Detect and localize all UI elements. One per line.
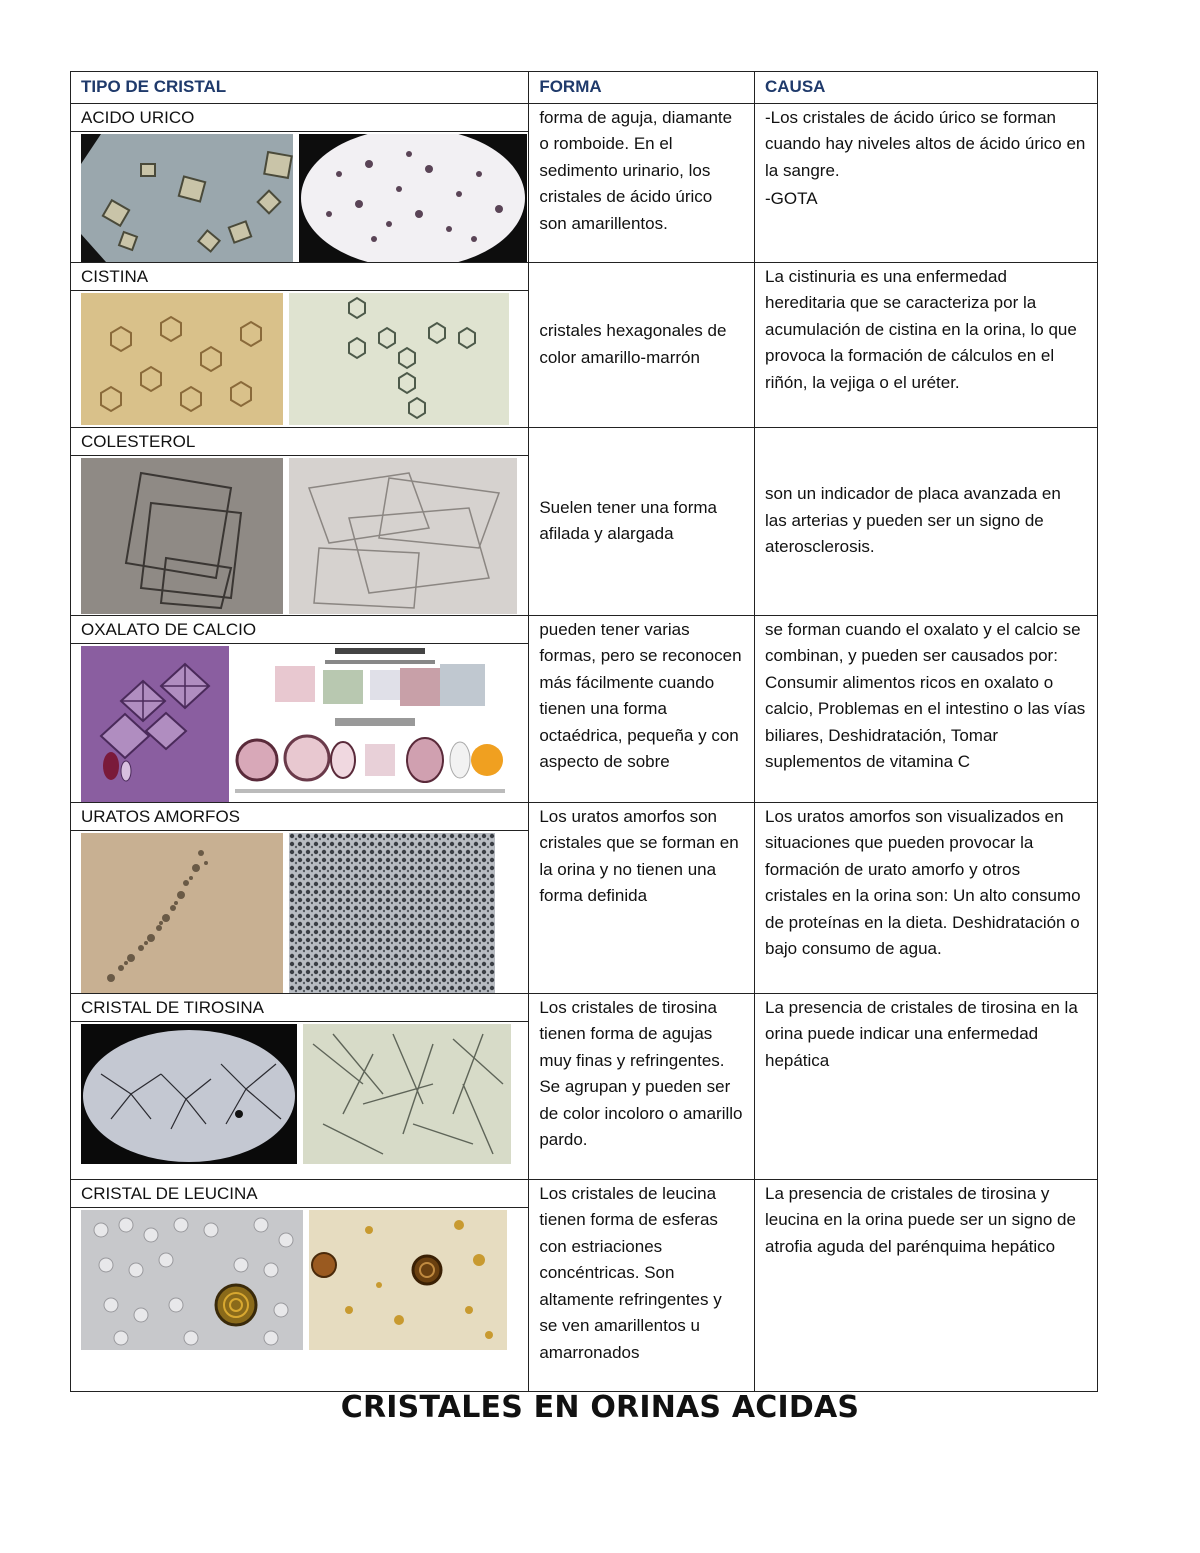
tipo-label: CRISTAL DE TIROSINA [71,994,528,1022]
causa-text: se forman cuando el oxalato y el calcio se combinan, y pueden ser causados por: Consumir alimentos ricos en oxalato o calcio, Problemas en el intestino o las vías biliares, Deshidratación, Tomar suplementos de vitamina C [764,619,1086,771]
amorphous-urate-photo-1 [81,833,283,993]
header-causa: CAUSA [754,72,1097,104]
tipo-cell [71,1179,529,1391]
table-row [71,103,1098,262]
tipo-label: COLESTEROL [71,428,528,456]
forma-cell [529,993,755,1179]
tipo-label: CRISTAL DE LEUCINA [71,1180,528,1208]
causa-cell [754,262,1097,427]
table-row [71,615,1098,802]
tipo-label: OXALATO DE CALCIO [71,616,528,644]
causa-cell [754,615,1097,802]
causa-cell [754,103,1097,262]
table-row [71,427,1098,615]
causa-cell [754,427,1097,615]
forma-cell [529,427,755,615]
causa-text: La presencia de cristales de tirosina y leucina en la orina puede ser un signo de atrofia aguda del parénquima hepático [764,1183,1076,1256]
table-row [71,802,1098,993]
uric-acid-photo-2 [299,134,527,262]
tipo-cell [71,427,529,615]
forma-text: forma de aguja, diamante o romboide. En el sedimento urinario, los cristales de ácido úrico son amarillentos. [539,107,733,233]
causa-cell [754,993,1097,1179]
forma-cell [529,103,755,262]
causa-cell [754,1179,1097,1391]
tipo-label: CISTINA [71,263,528,291]
tipo-label: ACIDO URICO [71,104,528,132]
causa-text: Los uratos amorfos son visualizados en situaciones que pueden provocar la formación de urato amorfo y otros cristales en la orina son: Un alto consumo de proteínas en la dieta. Deshidratación o bajo consumo de agua. [764,806,1081,958]
causa-text: -Los cristales de ácido úrico se forman cuando hay niveles altos de ácido úrico en la sangre. [764,107,1086,180]
header-forma: FORMA [529,72,755,104]
table-row [71,262,1098,427]
tyrosine-photo-2 [303,1024,511,1164]
cystine-photo-1 [81,293,283,425]
table-row [71,993,1098,1179]
tipo-cell [71,262,529,427]
header-tipo: TIPO DE CRISTAL [71,72,529,104]
causa-cell [754,802,1097,993]
page-title: CRISTALES EN ORINAS ACIDAS [340,1390,860,1425]
calcium-oxalate-photo-1 [81,646,229,802]
calcium-oxalate-photo-2 [235,646,505,802]
amorphous-urate-photo-2 [289,833,495,993]
forma-cell [529,1179,755,1391]
cystine-photo-2 [289,293,509,425]
leucine-photo-1 [81,1210,303,1350]
forma-text: Los cristales de tirosina tienen forma de agujas muy finas y refringentes. Se agrupan y pueden ser de color incoloro o amarillo pardo. [539,997,743,1149]
cholesterol-photo-1 [81,458,283,614]
tipo-label: URATOS AMORFOS [71,803,528,831]
forma-cell [529,802,755,993]
causa-text: La presencia de cristales de tirosina en la orina puede indicar una enfermedad hepática [764,997,1078,1070]
causa-text-2: -GOTA [764,189,818,208]
causa-text: La cistinuria es una enfermedad hereditaria que se caracteriza por la acumulación de cistina en la orina, lo que provoca la formación de cálculos en el riñón, la vejiga o el uréter. [764,266,1077,392]
forma-text: cristales hexagonales de color amarillo-marrón [539,321,727,367]
tyrosine-photo-1 [81,1024,297,1164]
causa-text: son un indicador de placa avanzada en las arterias y pueden ser un signo de aterosclerosis. [764,484,1061,557]
tipo-cell [71,802,529,993]
tipo-cell [71,615,529,802]
forma-cell [529,262,755,427]
forma-text: Los uratos amorfos son cristales que se forman en la orina y no tienen una forma definida [539,806,739,905]
uric-acid-photo-1 [81,134,293,262]
leucine-photo-2 [309,1210,507,1350]
cholesterol-photo-2 [289,458,517,614]
crystal-table [70,71,1098,1392]
forma-text: pueden tener varias formas, pero se reconocen más fácilmente cuando tienen una forma octaédrica, pequeña y con aspecto de sobre [539,619,742,771]
forma-text: Suelen tener una forma afilada y alargada [539,497,717,543]
forma-text: Los cristales de leucina tienen forma de esferas con estriaciones concéntricas. Son altamente refringentes y se ven amarillentos u amarronados [539,1183,722,1362]
table-row [71,1179,1098,1391]
tipo-cell [71,993,529,1179]
tipo-cell [71,103,529,262]
header-row [71,72,1098,104]
forma-cell [529,615,755,802]
